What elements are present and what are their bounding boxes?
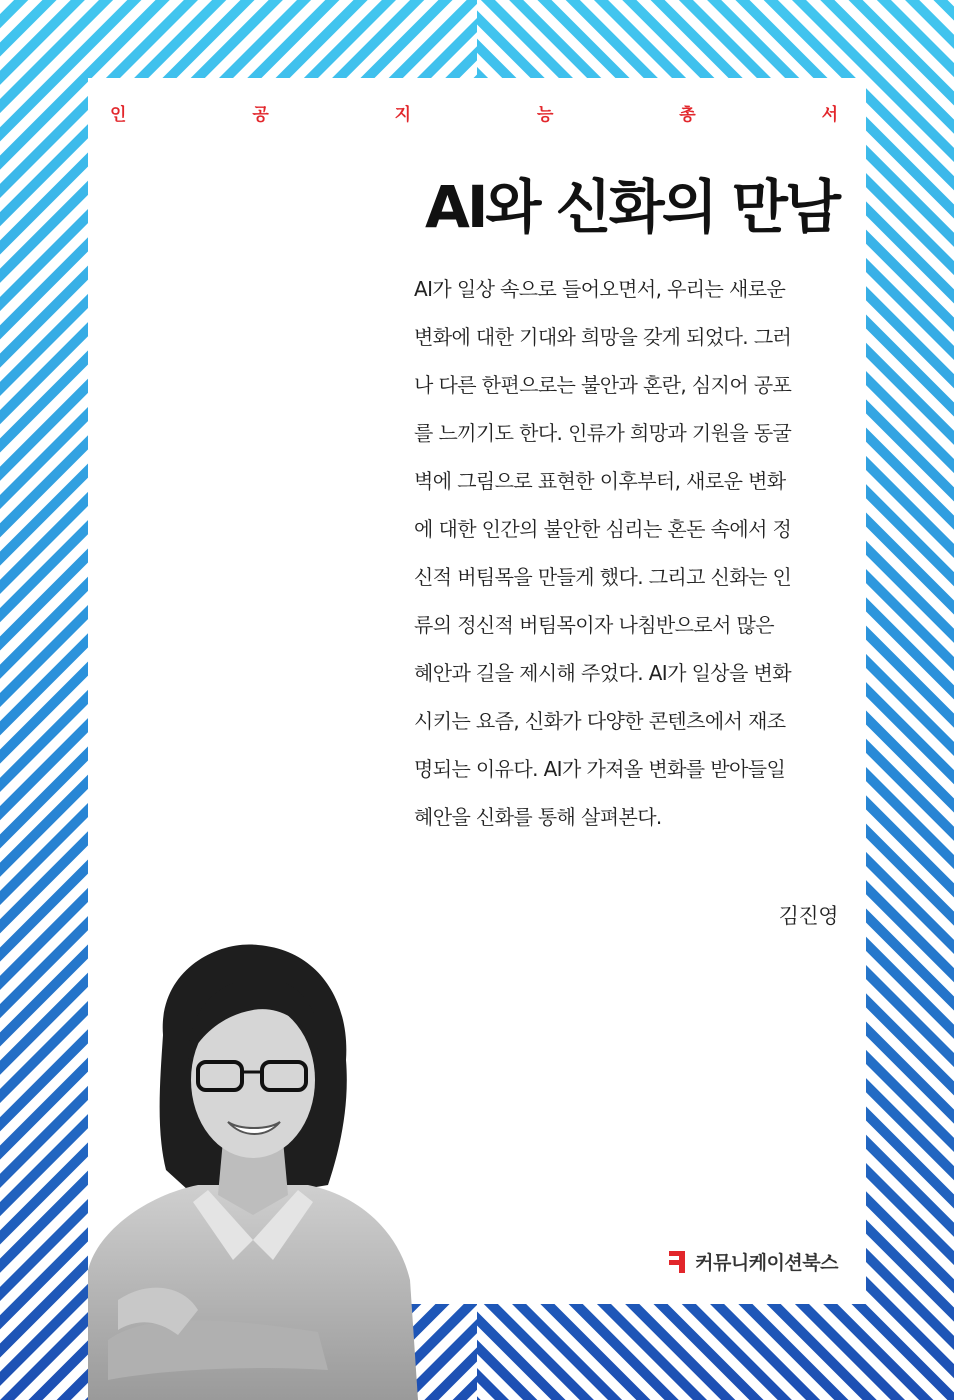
publisher-logo [667,1248,838,1275]
blurb-line: 를 느끼기도 한다. 인류가 희망과 기원을 동굴 [414,421,792,445]
blurb-line: 혜안을 신화를 통해 살펴본다. [414,805,662,829]
blurb-line: 시키는 요즘, 신화가 다양한 콘텐츠에서 재조 [414,709,786,733]
blurb-line: 혜안과 길을 제시해 주었다. AI가 일상을 변화 [414,661,791,685]
series-char: 공 [252,105,269,125]
author-name: 김진영 [778,904,838,928]
blurb-line: 신적 버팀목을 만들게 했다. 그리고 신화는 인 [414,565,792,589]
publisher-name: 커뮤니케이션북스 [695,1252,838,1274]
blurb-line: AI가 일상 속으로 들어오면서, 우리는 새로운 [414,277,786,301]
blurb [414,265,844,841]
blurb-line: 나 다른 한편으로는 불안과 혼란, 심지어 공포 [414,373,792,397]
series-char: 능 [536,105,554,125]
series-char: 지 [394,105,412,125]
author-portrait [88,940,418,1400]
blurb-line: 류의 정신적 버팀목이자 나침반으로서 많은 [414,613,774,637]
blurb-line: 에 대한 인간의 불안한 심리는 혼돈 속에서 정 [414,517,792,541]
publisher-logo-icon [667,1249,689,1275]
blurb-line: 변화에 대한 기대와 희망을 갖게 되었다. 그러 [414,325,792,349]
blurb-line: 명되는 이유다. AI가 가져올 변화를 받아들일 [414,757,786,781]
blurb-line: 벽에 그림으로 표현한 이후부터, 새로운 변화 [414,469,786,493]
series-char: 총 [679,105,696,125]
book-title: AI와 신화의 만남 [424,173,838,241]
series-char: 서 [821,105,838,125]
series-char: 인 [110,105,127,125]
series-label [110,100,838,125]
